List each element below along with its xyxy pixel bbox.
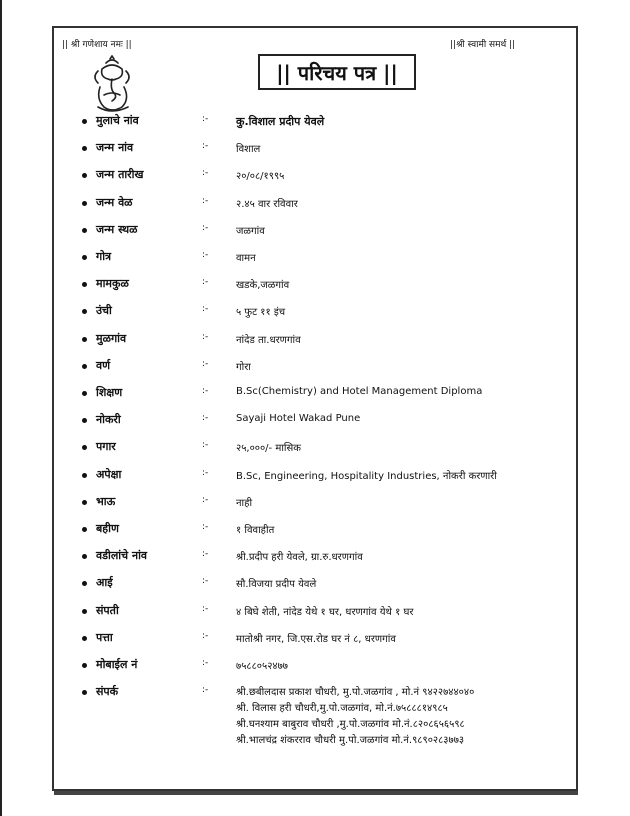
bullet-icon	[82, 391, 87, 396]
field-row	[0, 656, 630, 676]
contact-line: श्री.भालचंद्र शंकरराव चौधरी मु.पो.जळगांव मो.नं.९८९०२८३७७३	[236, 735, 465, 746]
field-separator: :-	[202, 604, 209, 614]
field-row	[0, 466, 630, 486]
page-title: || परिचय पत्र ||	[258, 54, 416, 90]
field-row	[0, 221, 630, 241]
field-row	[0, 547, 630, 567]
contact-row	[0, 683, 630, 753]
field-label: आई	[96, 576, 113, 589]
field-row	[0, 112, 630, 132]
field-row	[0, 166, 630, 186]
field-value: २.४५ वार रविवार	[236, 199, 298, 210]
bullet-icon	[82, 228, 87, 233]
bullet-icon	[82, 445, 87, 450]
contact-line: श्री. विलास हरी चौधरी,मु.पो.जळगांव, मो.नं.७५८८८१४९८५	[236, 703, 448, 714]
field-label: मोबाईल नं	[96, 658, 138, 671]
bullet-icon	[82, 473, 87, 478]
field-row	[0, 411, 630, 431]
field-separator: :-	[202, 114, 209, 124]
bullet-icon	[82, 337, 87, 342]
bullet-icon	[82, 581, 87, 586]
field-label: नोकरी	[96, 413, 121, 426]
field-value: १ विवाहीत	[236, 525, 275, 536]
bullet-icon	[82, 418, 87, 423]
field-row	[0, 330, 630, 350]
field-label: गोत्र	[96, 250, 112, 263]
header-left-invocation: || श्री गणेशाय नमः ||	[62, 40, 132, 50]
field-label: पगार	[96, 440, 116, 453]
bullet-icon	[82, 255, 87, 260]
field-value: कु.विशाल प्रदीप येवले	[236, 115, 325, 128]
field-label: पत्ता	[96, 631, 113, 644]
field-label: वडीलांचे नांव	[96, 549, 148, 562]
field-separator: :-	[202, 658, 209, 668]
field-separator: :-	[202, 440, 209, 450]
field-value: जळगांव	[236, 226, 265, 237]
field-label: मुळगांव	[96, 332, 127, 345]
field-row	[0, 194, 630, 214]
header-right-invocation: ||श्री स्वामी समर्थ ||	[450, 40, 516, 50]
bullet-icon	[82, 201, 87, 206]
field-value: २०/०८/१९९५	[236, 171, 285, 182]
field-row	[0, 248, 630, 268]
bullet-icon	[82, 636, 87, 641]
field-row	[0, 384, 630, 404]
field-value: श्री.प्रदीप हरी येवले, ग्रा.रु.धरणगांव	[236, 552, 363, 563]
field-separator: :-	[202, 196, 209, 206]
field-value: Sayaji Hotel Wakad Pune	[236, 413, 361, 424]
field-separator: :-	[202, 223, 209, 233]
bullet-icon	[82, 282, 87, 287]
field-separator: :-	[202, 277, 209, 287]
field-label: जन्म वेळ	[96, 196, 133, 209]
contact-line: श्री.छबीलदास प्रकाश चौधरी, मु.पो.जळगांव , मो.नं ९४२२७४४०४०	[236, 687, 475, 698]
field-separator: :-	[202, 250, 209, 260]
contact-lines	[236, 685, 474, 749]
field-value: वामन	[236, 253, 256, 264]
field-separator: :-	[202, 685, 209, 695]
field-label: संपती	[96, 604, 119, 617]
field-label: वर्ण	[96, 359, 111, 372]
field-row	[0, 520, 630, 540]
field-label: बहीण	[96, 522, 119, 535]
field-separator: :-	[202, 631, 209, 641]
field-row	[0, 438, 630, 458]
bullet-icon	[82, 663, 87, 668]
field-row	[0, 602, 630, 622]
bullet-icon	[82, 690, 87, 695]
field-separator: :-	[202, 495, 209, 505]
field-separator: :-	[202, 386, 209, 396]
contact-label: संपर्क	[96, 685, 119, 698]
bullet-icon	[82, 119, 87, 124]
field-label: भाऊ	[96, 495, 116, 508]
field-separator: :-	[202, 141, 209, 151]
field-separator: :-	[202, 576, 209, 586]
field-label: जन्म स्थळ	[96, 223, 138, 236]
field-label: जन्म नांव	[96, 141, 134, 154]
field-value: नाही	[236, 498, 253, 509]
field-label: उंची	[96, 304, 112, 317]
bullet-icon	[82, 500, 87, 505]
field-row	[0, 574, 630, 594]
field-label: शिक्षण	[96, 386, 123, 399]
field-row	[0, 302, 630, 322]
field-separator: :-	[202, 304, 209, 314]
field-value: ७५८८०५२४७७	[236, 661, 288, 672]
field-value: ५ फुट ११ इंच	[236, 307, 286, 318]
bullet-icon	[82, 173, 87, 178]
bullet-icon	[82, 146, 87, 151]
field-value: गोरा	[236, 362, 251, 373]
field-label: अपेक्षा	[96, 468, 122, 481]
bullet-icon	[82, 609, 87, 614]
bullet-icon	[82, 527, 87, 532]
field-value: ४ बिघे शेती, नांदेड येथे १ घर, धरणगांव येथे १ घर	[236, 607, 414, 618]
field-separator: :-	[202, 522, 209, 532]
field-separator: :-	[202, 468, 209, 478]
field-row	[0, 275, 630, 295]
contact-line: श्री.घनश्याम बाबुराव चौधरी ,मु.पो.जळगांव मो.नं.८२०८६५६५९८	[236, 719, 465, 730]
field-value: सौ.विजया प्रदीप येवले	[236, 579, 317, 590]
field-value: B.Sc(Chemistry) and Hotel Management Diploma	[236, 386, 483, 397]
field-label: मुलाचे नांव	[96, 114, 139, 127]
field-value: नांदेड ता.धरणगांव	[236, 335, 301, 346]
field-row	[0, 357, 630, 377]
field-label: मामकुळ	[96, 277, 129, 290]
field-value: विशाल	[236, 144, 261, 155]
field-row	[0, 629, 630, 649]
field-value: २५,०००/- मासिक	[236, 443, 301, 454]
field-value: B.Sc, Engineering, Hospitality Industries, नोकरी करणारी	[236, 471, 497, 482]
field-value: मातोश्री नगर, जि.एस.रोड घर नं ८, धरणगांव	[236, 634, 396, 645]
field-separator: :-	[202, 168, 209, 178]
field-separator: :-	[202, 413, 209, 423]
bullet-icon	[82, 309, 87, 314]
field-row	[0, 139, 630, 159]
field-row	[0, 493, 630, 513]
ganesh-icon	[88, 55, 136, 115]
bullet-icon	[82, 364, 87, 369]
field-separator: :-	[202, 549, 209, 559]
field-label: जन्म तारीख	[96, 168, 144, 181]
field-value: खडके,जळगांव	[236, 280, 290, 291]
field-separator: :-	[202, 359, 209, 369]
field-separator: :-	[202, 332, 209, 342]
bullet-icon	[82, 554, 87, 559]
